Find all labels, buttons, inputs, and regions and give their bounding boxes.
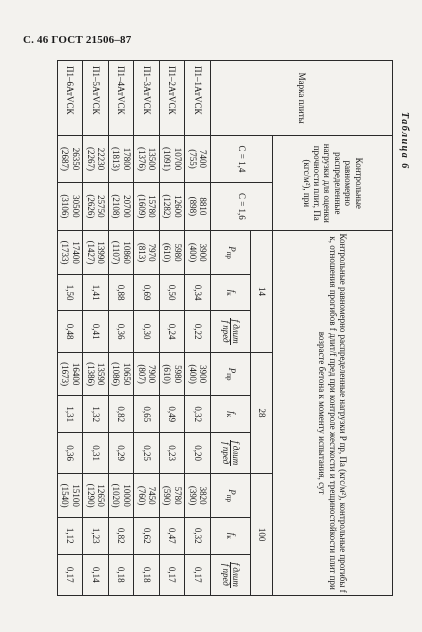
cell-ratio100: 0,17	[58, 554, 84, 596]
cell-f100: 0,32	[185, 518, 211, 554]
cell-c14: 26350 (2687)	[58, 136, 84, 182]
cell-p14: 3900 (400)	[185, 231, 211, 275]
cell-p14: 5980 (610)	[160, 231, 186, 275]
cell-p14: 13990 (1427)	[83, 231, 109, 275]
cell-mark: П1–5АтVСК	[83, 61, 109, 136]
cell-f28: 1,32	[83, 396, 109, 432]
cell-f100: 0,82	[109, 518, 135, 554]
col-header-mark: Марка плиты	[211, 61, 393, 136]
cell-p28: 5980 (610)	[160, 352, 186, 396]
col-header-f14: $f_к$	[211, 274, 251, 310]
cell-f14: 1,41	[83, 274, 109, 310]
cell-p14: 10860 (1107)	[109, 231, 135, 275]
cell-mark: П1–3АтVСК	[134, 61, 160, 136]
cell-p28: 10650 (1086)	[109, 352, 135, 396]
table-row	[83, 61, 109, 596]
cell-c14: 7400 (755)	[185, 136, 211, 182]
cell-f28: 0,32	[185, 396, 211, 432]
cell-mark: П1–6АтVСК	[58, 61, 84, 136]
cell-c16: 20700 (2108)	[109, 182, 135, 231]
col-header-f100: $f_к$	[211, 518, 251, 554]
cell-ratio100: 0,17	[185, 554, 211, 596]
cell-ratio100: 0,17	[160, 554, 186, 596]
cell-f100: 1,12	[58, 518, 84, 554]
data-table	[57, 60, 393, 596]
data-table-rotated	[57, 60, 393, 596]
cell-p100: 3820 (390)	[185, 474, 211, 518]
cell-ratio14: 0,48	[58, 311, 84, 352]
col-header-age-100: 100	[251, 474, 273, 596]
cell-f14: 0,50	[160, 274, 186, 310]
col-header-age-14: 14	[251, 231, 273, 353]
cell-ratio28: 0,31	[83, 432, 109, 473]
cell-mark: П1–4АтVСК	[109, 61, 135, 136]
table-row	[134, 61, 160, 596]
cell-p14: 7970 (813)	[134, 231, 160, 275]
cell-f28: 0,65	[134, 396, 160, 432]
cell-ratio28: 0,20	[185, 432, 211, 473]
cell-c16: 12600 (1282)	[160, 182, 186, 231]
col-header-p100: $P_{пр}$	[211, 474, 251, 518]
cell-c14: 17800 (1813)	[109, 136, 135, 182]
cell-f14: 0,88	[109, 274, 135, 310]
cell-f28: 0,82	[109, 396, 135, 432]
table-row	[109, 61, 135, 596]
cell-ratio28: 0,36	[58, 432, 84, 473]
cell-mark: П1–2АтVСК	[160, 61, 186, 136]
cell-p28: 7900 (807)	[134, 352, 160, 396]
cell-p28: 3900 (400)	[185, 352, 211, 396]
cell-p100: 12650 (1290)	[83, 474, 109, 518]
cell-c16: 15780 (1609)	[134, 182, 160, 231]
cell-p28: 13590 (1386)	[83, 352, 109, 396]
cell-ratio100: 0,14	[83, 554, 109, 596]
col-header-p28: $P_{пр}$	[211, 352, 251, 396]
cell-p100: 10000 (1020)	[109, 474, 135, 518]
col-header-p14: $P_{пр}$	[211, 231, 251, 275]
table-caption: Таблица 6	[399, 112, 410, 170]
cell-p14: 17400 (1733)	[58, 231, 84, 275]
col-header-ratio14: f длит f пред	[211, 311, 251, 352]
cell-c16: 30500 (3106)	[58, 182, 84, 231]
col-header-control-load: Контрольные равномерно распределенные нагрузки для оценки прочности плит, Па (кгс/м²), при	[273, 136, 393, 231]
cell-f100: 0,47	[160, 518, 186, 554]
table-row	[160, 61, 186, 596]
col-header-rigidity: Контрольные равномерно распределенные нагрузки P пр, Па (кгс/м²), контрольные прогибы f к, отношения прогибов f длит/f пред при контроле жесткости и трещиностойкости плит при возрасте бетона к моменту испытания, сут	[273, 231, 393, 596]
cell-f14: 1,50	[58, 274, 84, 310]
col-header-ratio28: f длит f пред	[211, 432, 251, 473]
cell-p100: 15100 (1540)	[58, 474, 84, 518]
cell-ratio14: 0,36	[109, 311, 135, 352]
cell-p100: 7450 (760)	[134, 474, 160, 518]
cell-p100: 5780 (590)	[160, 474, 186, 518]
cell-f28: 1,31	[58, 396, 84, 432]
cell-ratio100: 0,18	[109, 554, 135, 596]
table-row	[58, 61, 84, 596]
page-header: С. 46 ГОСТ 21506–87	[23, 34, 132, 46]
cell-p28: 16400 (1673)	[58, 352, 84, 396]
cell-ratio14: 0,30	[134, 311, 160, 352]
cell-ratio14: 0,41	[83, 311, 109, 352]
cell-ratio14: 0,22	[185, 311, 211, 352]
col-header-f28: $f_к$	[211, 396, 251, 432]
cell-f100: 1,23	[83, 518, 109, 554]
cell-f28: 0,49	[160, 396, 186, 432]
col-header-c14: C = 1,4	[211, 136, 273, 182]
cell-ratio100: 0,18	[134, 554, 160, 596]
cell-ratio28: 0,23	[160, 432, 186, 473]
cell-f100: 0,62	[134, 518, 160, 554]
cell-c14: 22230 (2267)	[83, 136, 109, 182]
col-header-ratio100: f длит f пред	[211, 554, 251, 596]
cell-c16: 25750 (2626)	[83, 182, 109, 231]
cell-f14: 0,69	[134, 274, 160, 310]
cell-ratio14: 0,24	[160, 311, 186, 352]
table-row	[185, 61, 211, 596]
cell-ratio28: 0,29	[109, 432, 135, 473]
col-header-age-28: 28	[251, 352, 273, 474]
cell-c16: 8810 (898)	[185, 182, 211, 231]
cell-f14: 0,34	[185, 274, 211, 310]
cell-c14: 10700 (1091)	[160, 136, 186, 182]
col-header-c16: C = 1,6	[211, 182, 273, 231]
cell-ratio28: 0,25	[134, 432, 160, 473]
cell-mark: П1–1АтVСК	[185, 61, 211, 136]
cell-c14: 13500 (1376)	[134, 136, 160, 182]
